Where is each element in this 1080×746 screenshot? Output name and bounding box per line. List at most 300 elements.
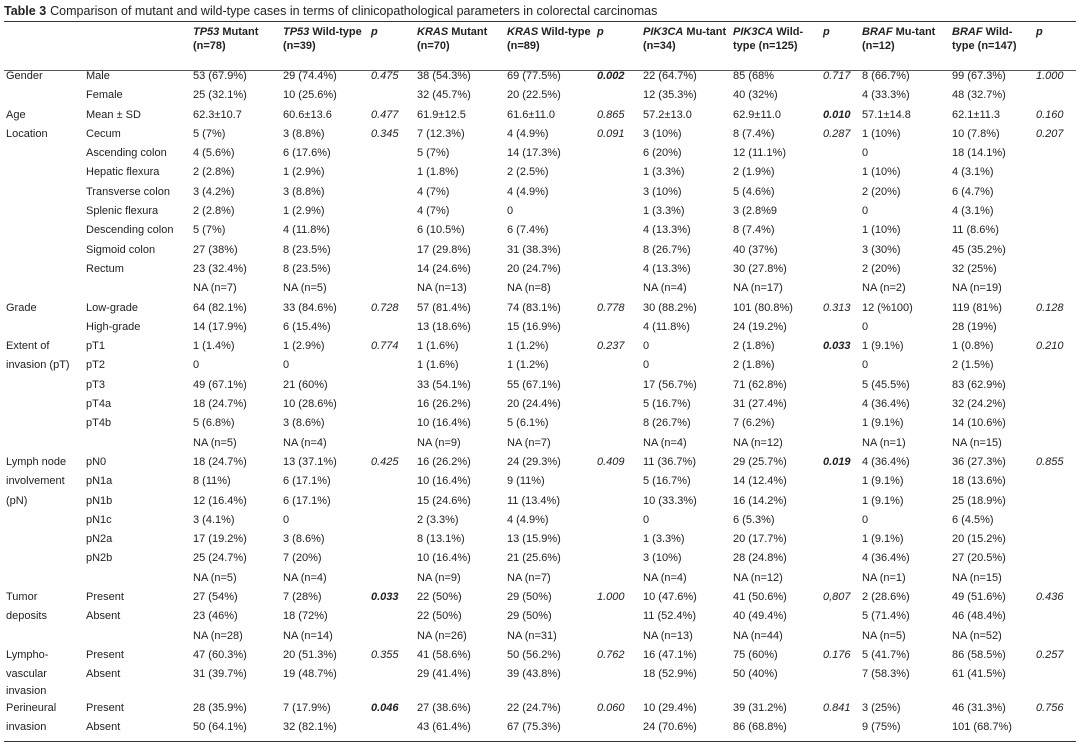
cell-kras-p xyxy=(595,241,641,260)
cell-kras-wt: 14 (17.3%) xyxy=(507,147,561,160)
cell-tp53-wt: 6 (17.1%) xyxy=(283,494,331,507)
cell-tp53-wt xyxy=(281,685,369,699)
cell-kras-p xyxy=(595,718,641,737)
cell-tp53-mut: 1 (1.4%) xyxy=(193,340,235,353)
cell-braf-p xyxy=(1034,144,1076,163)
cell-tp53-p: 0.355 xyxy=(371,648,399,661)
cell-braf-mut: 4 (36.4%) xyxy=(862,455,910,468)
cell-kras-p xyxy=(595,163,641,182)
cell-pik-p xyxy=(821,414,860,433)
cell-tp53-mut: 31 (39.7%) xyxy=(193,668,247,681)
table-row xyxy=(4,144,1076,163)
cell-tp53-wt: NA (n=4) xyxy=(283,571,327,584)
cell-tp53-wt: 20 (51.3%) xyxy=(283,648,337,661)
cell-braf-mut: 8 (66.7%) xyxy=(862,70,910,82)
cell-pik-mut: 4 (13.3%) xyxy=(643,224,691,237)
table-row xyxy=(4,511,1076,530)
cell-braf-p xyxy=(1034,414,1076,433)
cell-braf-p xyxy=(1034,511,1076,530)
cell-tp53-wt: 0 xyxy=(283,513,290,526)
cell-kras-p xyxy=(595,221,641,240)
cell-pik-p: 0.019 xyxy=(823,455,851,468)
cell-braf-p: 0.756 xyxy=(1036,701,1064,714)
table-row xyxy=(4,434,1076,453)
cell-tp53-mut: 2 (2.8%) xyxy=(193,166,235,179)
table-row xyxy=(4,665,1076,684)
cell-sub: pT3 xyxy=(86,378,105,391)
table-body xyxy=(4,67,1076,737)
cell-pik-p xyxy=(821,221,860,240)
cell-kras-wt: 29 (50%) xyxy=(507,610,552,623)
cell-kras-mut: 6 (10.5%) xyxy=(417,224,465,237)
cell-kras-wt: NA (n=7) xyxy=(507,571,551,584)
cell-pik-wt: 14 (12.4%) xyxy=(733,475,787,488)
cell-kras-wt: 39 (43.8%) xyxy=(507,668,561,681)
cell-braf-wt: 99 (67.3%) xyxy=(952,70,1006,82)
cell-braf-mut: 5 (45.5%) xyxy=(862,378,910,391)
cell-tp53-p xyxy=(369,260,415,279)
cell-param: (pN) xyxy=(6,494,28,507)
cell-kras-wt: 4 (4.9%) xyxy=(507,513,549,526)
table-row xyxy=(4,607,1076,626)
cell-braf-wt: 1 (0.8%) xyxy=(952,340,994,353)
cell-pik-wt: 24 (19.2%) xyxy=(733,320,787,333)
table-row xyxy=(4,414,1076,433)
cell-tp53-wt: 21 (60%) xyxy=(283,378,328,391)
cell-kras-mut: 7 (12.3%) xyxy=(417,127,465,140)
gene-name: PIK3CA xyxy=(733,26,774,38)
cell-pik-p xyxy=(821,318,860,337)
cell-pik-p xyxy=(821,665,860,684)
cell-kras-wt: 1 (1.2%) xyxy=(507,340,549,353)
cell-braf-wt: 36 (27.3%) xyxy=(952,455,1006,468)
cell-braf-mut: 1 (10%) xyxy=(862,224,901,237)
cell-tp53-wt: 1 (2.9%) xyxy=(283,205,325,218)
cell-param: Age xyxy=(6,108,26,121)
header-text: Wild-type (n=39) xyxy=(283,26,362,52)
cell-kras-wt: 55 (67.1%) xyxy=(507,378,561,391)
cell-kras-wt: NA (n=8) xyxy=(507,282,551,295)
cell-param xyxy=(4,511,84,530)
table-row xyxy=(4,125,1076,144)
cell-tp53-p: 0.033 xyxy=(371,591,399,604)
cell-pik-wt: 31 (27.4%) xyxy=(733,398,787,411)
cell-kras-p: 0.762 xyxy=(597,648,625,661)
cell-kras-p xyxy=(595,356,641,375)
cell-kras-p: 0.865 xyxy=(597,108,625,121)
cell-pik-wt: 50 (40%) xyxy=(733,668,778,681)
cell-pik-mut: 5 (16.7%) xyxy=(643,398,691,411)
cell-kras-mut: NA (n=13) xyxy=(417,282,467,295)
cell-tp53-p xyxy=(369,685,415,699)
cell-tp53-mut: NA (n=28) xyxy=(193,629,243,642)
cell-param xyxy=(4,202,84,221)
cell-braf-mut: 3 (25%) xyxy=(862,701,901,714)
cell-tp53-wt: NA (n=4) xyxy=(283,436,327,449)
header-text: Wild-type (n=125) xyxy=(733,26,804,52)
cell-tp53-mut: 12 (16.4%) xyxy=(193,494,247,507)
cell-kras-mut: 43 (61.4%) xyxy=(417,720,471,733)
table-row xyxy=(4,106,1076,125)
cell-braf-wt: 28 (19%) xyxy=(952,320,997,333)
table-row xyxy=(4,588,1076,607)
cell-param xyxy=(4,260,84,279)
cell-pik-wt: 3 (2.8%9 xyxy=(733,205,778,218)
cell-kras-wt: 20 (24.4%) xyxy=(507,398,561,411)
cell-braf-wt: 86 (58.5%) xyxy=(952,648,1006,661)
gene-name: BRAF xyxy=(952,26,983,38)
cell-kras-wt: 61.6±11.0 xyxy=(507,108,556,121)
cell-braf-p: 0.128 xyxy=(1036,301,1064,314)
cell-kras-wt xyxy=(505,685,595,699)
cell-sub: Rectum xyxy=(86,262,124,275)
cell-tp53-p: 0.477 xyxy=(371,108,399,121)
cell-kras-p: 0.002 xyxy=(597,70,625,82)
cell-tp53-mut: 18 (24.7%) xyxy=(193,398,247,411)
cell-sub: Male xyxy=(86,70,110,82)
cell-param xyxy=(4,163,84,182)
cell-pik-wt: 30 (27.8%) xyxy=(733,262,787,275)
cell-pik-p xyxy=(821,549,860,568)
cell-param xyxy=(4,183,84,202)
cell-pik-mut: 18 (52.9%) xyxy=(643,668,697,681)
cell-braf-mut: 7 (58.3%) xyxy=(862,668,910,681)
cell-pik-p: 0.717 xyxy=(823,70,851,82)
cell-sub: Absent xyxy=(86,610,121,623)
cell-braf-wt: 2 (1.5%) xyxy=(952,359,994,372)
cell-pik-p xyxy=(821,202,860,221)
cell-braf-wt: 4 (3.1%) xyxy=(952,166,994,179)
table-row xyxy=(4,453,1076,472)
cell-param xyxy=(4,86,84,105)
cell-braf-mut: NA (n=5) xyxy=(862,629,906,642)
cell-braf-mut: 57.1±14.8 xyxy=(862,108,911,121)
cell-tp53-mut: 8 (11%) xyxy=(193,475,231,488)
gene-name: KRAS xyxy=(507,26,539,38)
cell-pik-wt: NA (n=44) xyxy=(733,629,783,642)
cell-tp53-wt: 32 (82.1%) xyxy=(283,720,337,733)
cell-tp53-mut: 18 (24.7%) xyxy=(193,455,247,468)
cell-kras-p: 0.091 xyxy=(597,127,625,140)
cell-kras-wt: 15 (16.9%) xyxy=(507,320,561,333)
cell-braf-p xyxy=(1034,202,1076,221)
cell-pik-mut: 4 (11.8%) xyxy=(643,320,690,333)
cell-braf-wt: 32 (24.2%) xyxy=(952,398,1006,411)
cell-sub: Absent xyxy=(86,720,121,733)
cell-braf-p xyxy=(1034,685,1076,699)
cell-pik-p xyxy=(821,356,860,375)
cell-pik-wt: NA (n=17) xyxy=(733,282,783,295)
cell-braf-p: 0.436 xyxy=(1036,591,1064,604)
cell-tp53-p xyxy=(369,86,415,105)
cell-kras-wt: 24 (29.3%) xyxy=(507,455,561,468)
cell-kras-p xyxy=(595,86,641,105)
cell-tp53-wt: 1 (2.9%) xyxy=(283,166,325,179)
table-row xyxy=(4,699,1076,718)
cell-pik-p xyxy=(821,569,860,588)
cell-pik-p xyxy=(821,395,860,414)
cell-sub xyxy=(84,434,191,453)
cell-pik-wt: 101 (80.8%) xyxy=(733,301,793,314)
cell-pik-p xyxy=(821,260,860,279)
header-text: p xyxy=(1036,26,1043,38)
cell-kras-mut: 16 (26.2%) xyxy=(417,455,471,468)
cell-sub: Descending colon xyxy=(86,224,174,237)
cell-tp53-mut: 4 (5.6%) xyxy=(193,147,235,160)
cell-param xyxy=(4,318,84,337)
cell-braf-mut: 2 (20%) xyxy=(862,185,901,198)
header-row xyxy=(4,22,1076,67)
cell-tp53-wt: 7 (20%) xyxy=(283,552,322,565)
cell-kras-wt: 0 xyxy=(507,205,514,218)
cell-pik-mut: NA (n=4) xyxy=(643,282,687,295)
table-row xyxy=(4,67,1076,86)
cell-braf-p xyxy=(1034,241,1076,260)
cell-kras-wt: 20 (22.5%) xyxy=(507,89,561,102)
table-row xyxy=(4,279,1076,298)
cell-tp53-p xyxy=(369,279,415,298)
cell-pik-wt: 62.9±11.0 xyxy=(733,108,782,121)
header-text: p xyxy=(371,26,378,38)
cell-pik-mut: 11 (36.7%) xyxy=(643,455,696,468)
table-row xyxy=(4,299,1076,318)
cell-sub: Mean ± SD xyxy=(86,108,141,121)
cell-pik-mut: 57.2±13.0 xyxy=(643,108,692,121)
header-text: Mu-tant (n=34) xyxy=(643,26,727,52)
cell-kras-mut: 4 (7%) xyxy=(417,205,450,218)
cell-braf-p xyxy=(1034,627,1076,646)
cell-kras-mut: 27 (38.6%) xyxy=(417,701,471,714)
cell-braf-p: 1.000 xyxy=(1036,70,1064,82)
cell-kras-wt: 31 (38.3%) xyxy=(507,243,561,256)
cell-pik-p xyxy=(821,183,860,202)
cell-param: involvement xyxy=(6,475,65,488)
table-caption xyxy=(4,2,1076,20)
cell-tp53-wt: 7 (17.9%) xyxy=(283,701,331,714)
cell-kras-p xyxy=(595,569,641,588)
cell-tp53-wt: 10 (28.6%) xyxy=(283,398,337,411)
column-header-9 xyxy=(731,22,821,67)
cell-kras-wt: NA (n=7) xyxy=(507,436,551,449)
cell-kras-mut: 57 (81.4%) xyxy=(417,301,471,314)
cell-sub: pT4a xyxy=(86,398,112,411)
table-row xyxy=(4,356,1076,375)
cell-tp53-p xyxy=(369,241,415,260)
gene-name: BRAF xyxy=(862,26,893,38)
cell-braf-wt: 6 (4.7%) xyxy=(952,185,994,198)
cell-sub xyxy=(84,279,191,298)
cell-kras-p: 0.409 xyxy=(597,455,625,468)
cell-pik-p xyxy=(821,530,860,549)
caption-text: Comparison of mutant and wild-type cases in terms of clinicopathological parameters in colorectal carcinomas xyxy=(50,4,658,18)
cell-tp53-wt: 13 (37.1%) xyxy=(283,455,337,468)
column-header-6 xyxy=(505,22,595,67)
cell-pik-p xyxy=(821,279,860,298)
cell-pik-mut: 4 (13.3%) xyxy=(643,262,691,275)
cell-braf-mut: 1 (9.1%) xyxy=(862,417,904,430)
cell-pik-mut: 10 (29.4%) xyxy=(643,701,697,714)
cell-tp53-p xyxy=(369,434,415,453)
cell-sub: Splenic flexura xyxy=(86,205,159,218)
cell-kras-p xyxy=(595,202,641,221)
cell-kras-mut: 29 (41.4%) xyxy=(417,668,471,681)
cell-braf-mut: 2 (20%) xyxy=(862,262,901,275)
cell-pik-wt: 20 (17.7%) xyxy=(733,533,787,546)
column-header-11 xyxy=(860,22,950,67)
cell-tp53-p xyxy=(369,530,415,549)
column-header-1 xyxy=(84,22,191,67)
cell-braf-p xyxy=(1034,607,1076,626)
cell-pik-p xyxy=(821,511,860,530)
cell-braf-wt: 62.1±11.3 xyxy=(952,108,1001,121)
cell-kras-p xyxy=(595,395,641,414)
column-header-4 xyxy=(369,22,415,67)
cell-pik-mut: 1 (3.3%) xyxy=(643,166,685,179)
cell-braf-wt: 11 (8.6%) xyxy=(952,224,999,237)
column-header-2 xyxy=(191,22,281,67)
cell-braf-wt: NA (n=15) xyxy=(952,436,1002,449)
cell-braf-p: 0.160 xyxy=(1036,108,1064,121)
cell-kras-mut: 41 (58.6%) xyxy=(417,648,471,661)
cell-braf-mut: 1 (10%) xyxy=(862,127,901,140)
cell-pik-mut: 3 (10%) xyxy=(643,185,682,198)
table-row xyxy=(4,685,1076,699)
cell-kras-p xyxy=(595,472,641,491)
cell-pik-wt: 8 (7.4%) xyxy=(733,127,775,140)
gene-name: TP53 xyxy=(193,26,220,38)
cell-kras-p xyxy=(595,511,641,530)
table-row xyxy=(4,221,1076,240)
cell-sub: Present xyxy=(86,591,124,604)
cell-braf-mut: 0 xyxy=(862,147,869,160)
cell-pik-mut: 8 (26.7%) xyxy=(643,417,691,430)
cell-pik-p: 0.033 xyxy=(823,340,851,353)
cell-param: vascular xyxy=(6,668,47,681)
cell-kras-p xyxy=(595,414,641,433)
cell-tp53-wt: NA (n=5) xyxy=(283,282,327,295)
cell-kras-p xyxy=(595,665,641,684)
cell-tp53-mut: NA (n=5) xyxy=(193,436,237,449)
cell-braf-mut: 5 (71.4%) xyxy=(862,610,910,623)
cell-braf-wt: NA (n=19) xyxy=(952,282,1002,295)
cell-kras-mut: 2 (3.3%) xyxy=(417,513,459,526)
cell-param: invasion (pT) xyxy=(6,359,70,372)
cell-pik-p: 0.313 xyxy=(823,301,851,314)
cell-param xyxy=(4,434,84,453)
cell-pik-mut: 5 (16.7%) xyxy=(643,475,691,488)
cell-tp53-mut: 17 (19.2%) xyxy=(193,533,247,546)
cell-tp53-mut: 0 xyxy=(193,359,200,372)
gene-name: KRAS xyxy=(417,26,449,38)
column-header-8 xyxy=(641,22,731,67)
column-header-12 xyxy=(950,22,1034,67)
cell-pik-wt: NA (n=12) xyxy=(733,571,783,584)
cell-tp53-mut: 5 (7%) xyxy=(193,224,226,237)
cell-tp53-wt: 0 xyxy=(283,359,290,372)
cell-kras-mut: 32 (45.7%) xyxy=(417,89,471,102)
cell-tp53-wt: 3 (8.6%) xyxy=(283,417,325,430)
cell-tp53-p xyxy=(369,414,415,433)
cell-kras-wt: 67 (75.3%) xyxy=(507,720,561,733)
cell-braf-wt: NA (n=15) xyxy=(952,571,1002,584)
cell-tp53-wt: 8 (23.5%) xyxy=(283,262,331,275)
cell-braf-p xyxy=(1034,434,1076,453)
cell-kras-wt: NA (n=31) xyxy=(507,629,557,642)
table-row xyxy=(4,241,1076,260)
cell-pik-p: 0.841 xyxy=(823,701,851,714)
cell-braf-p xyxy=(1034,260,1076,279)
header-text: p xyxy=(823,26,830,38)
cell-tp53-wt: 10 (25.6%) xyxy=(283,89,337,102)
cell-kras-p xyxy=(595,685,641,699)
cell-pik-mut: 1 (3.3%) xyxy=(643,205,685,218)
cell-pik-mut: 6 (20%) xyxy=(643,147,682,160)
cell-braf-mut: 9 (75%) xyxy=(862,720,901,733)
cell-kras-p xyxy=(595,376,641,395)
cell-kras-mut: 10 (16.4%) xyxy=(417,475,471,488)
cell-sub: pT4b xyxy=(86,417,112,430)
cell-tp53-p xyxy=(369,607,415,626)
cell-braf-p xyxy=(1034,569,1076,588)
cell-param xyxy=(4,569,84,588)
cell-pik-p xyxy=(821,627,860,646)
cell-param: deposits xyxy=(6,610,47,623)
table-row xyxy=(4,646,1076,665)
header-text: Mutant (n=70) xyxy=(417,26,488,52)
cell-braf-mut: 1 (10%) xyxy=(862,166,901,179)
cell-braf-wt: 18 (13.6%) xyxy=(952,475,1006,488)
table-row xyxy=(4,86,1076,105)
table-row xyxy=(4,337,1076,356)
column-header-0 xyxy=(4,22,84,67)
cell-braf-mut: 0 xyxy=(862,359,869,372)
cell-tp53-p xyxy=(369,318,415,337)
cell-sub: pT1 xyxy=(86,340,105,353)
column-header-13 xyxy=(1034,22,1076,67)
table-row xyxy=(4,163,1076,182)
cell-tp53-p xyxy=(369,395,415,414)
cell-tp53-mut: 14 (17.9%) xyxy=(193,320,247,333)
cell-kras-p: 0.060 xyxy=(597,701,625,714)
cell-pik-p: 0.176 xyxy=(823,648,851,661)
cell-tp53-mut: 64 (82.1%) xyxy=(193,301,247,314)
cell-kras-mut: 8 (13.1%) xyxy=(417,533,465,546)
cell-pik-wt: 2 (1.8%) xyxy=(733,359,775,372)
cell-kras-mut: 33 (54.1%) xyxy=(417,378,471,391)
cell-tp53-wt: NA (n=14) xyxy=(283,629,333,642)
gene-name: PIK3CA xyxy=(643,26,684,38)
cell-pik-wt: 28 (24.8%) xyxy=(733,552,787,565)
cell-tp53-mut: 25 (32.1%) xyxy=(193,89,247,102)
cell-kras-mut: 1 (1.8%) xyxy=(417,166,459,179)
cell-braf-wt: 4 (3.1%) xyxy=(952,205,994,218)
cell-braf-wt: 119 (81%) xyxy=(952,301,1002,314)
cell-pik-p xyxy=(821,434,860,453)
cell-kras-p xyxy=(595,318,641,337)
cell-braf-wt: 18 (14.1%) xyxy=(952,147,1006,160)
cell-sub: pN0 xyxy=(86,455,107,468)
cell-sub: pT2 xyxy=(86,359,105,372)
cell-kras-p xyxy=(595,549,641,568)
cell-pik-p xyxy=(821,163,860,182)
cell-kras-p xyxy=(595,260,641,279)
cell-param: Tumor xyxy=(6,591,38,604)
cell-braf-p: 0.207 xyxy=(1036,127,1064,140)
cell-pik-mut: 3 (10%) xyxy=(643,127,682,140)
cell-tp53-wt: 29 (74.4%) xyxy=(283,70,337,82)
cell-sub: Transverse colon xyxy=(86,185,170,198)
cell-tp53-wt: 33 (84.6%) xyxy=(283,301,337,314)
